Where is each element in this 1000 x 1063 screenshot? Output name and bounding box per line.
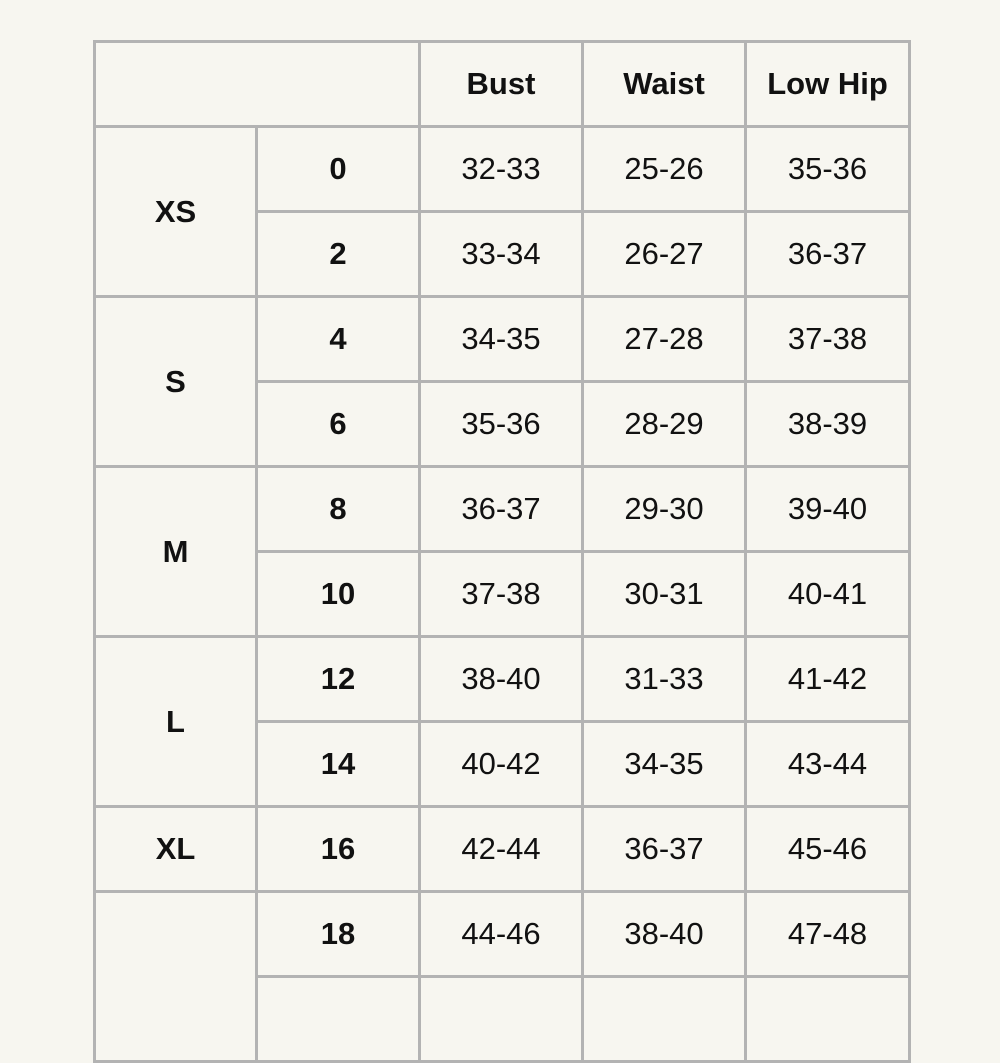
bust-cell: 37-38 <box>420 552 583 637</box>
numeric-size-cell: 8 <box>257 467 420 552</box>
bust-cell: 42-44 <box>420 807 583 892</box>
low-hip-cell: 45-46 <box>746 807 910 892</box>
numeric-size-cell: 4 <box>257 297 420 382</box>
numeric-size-cell: 14 <box>257 722 420 807</box>
table-row <box>95 297 910 382</box>
waist-cell <box>583 977 746 1062</box>
low-hip-cell: 41-42 <box>746 637 910 722</box>
table-row <box>95 127 910 212</box>
low-hip-cell: 47-48 <box>746 892 910 977</box>
low-hip-cell: 36-37 <box>746 212 910 297</box>
numeric-size-cell: 18 <box>257 892 420 977</box>
waist-cell: 31-33 <box>583 637 746 722</box>
bust-cell <box>420 977 583 1062</box>
numeric-size-cell: 2 <box>257 212 420 297</box>
waist-cell: 27-28 <box>583 297 746 382</box>
low-hip-cell: 37-38 <box>746 297 910 382</box>
numeric-size-cell: 10 <box>257 552 420 637</box>
table-row <box>95 467 910 552</box>
numeric-size-cell: 16 <box>257 807 420 892</box>
low-hip-cell: 40-41 <box>746 552 910 637</box>
header-waist: Waist <box>583 42 746 127</box>
size-group-label: L <box>95 637 257 807</box>
header-row <box>95 42 910 127</box>
table-row <box>95 637 910 722</box>
low-hip-cell: 39-40 <box>746 467 910 552</box>
waist-cell: 28-29 <box>583 382 746 467</box>
bust-cell: 33-34 <box>420 212 583 297</box>
size-group-label: S <box>95 297 257 467</box>
bust-cell: 36-37 <box>420 467 583 552</box>
waist-cell: 29-30 <box>583 467 746 552</box>
low-hip-cell: 35-36 <box>746 127 910 212</box>
waist-cell: 36-37 <box>583 807 746 892</box>
waist-cell: 30-31 <box>583 552 746 637</box>
size-group-label: M <box>95 467 257 637</box>
bust-cell: 44-46 <box>420 892 583 977</box>
size-group-label: XS <box>95 127 257 297</box>
bust-cell: 40-42 <box>420 722 583 807</box>
table-row <box>95 892 910 977</box>
size-group-label <box>95 892 257 1062</box>
bust-cell: 32-33 <box>420 127 583 212</box>
table-row <box>95 807 910 892</box>
waist-cell: 25-26 <box>583 127 746 212</box>
header-low-hip: Low Hip <box>746 42 910 127</box>
size-chart-body <box>95 42 910 1062</box>
waist-cell: 34-35 <box>583 722 746 807</box>
header-bust: Bust <box>420 42 583 127</box>
numeric-size-cell: 0 <box>257 127 420 212</box>
numeric-size-cell <box>257 977 420 1062</box>
bust-cell: 35-36 <box>420 382 583 467</box>
bust-cell: 34-35 <box>420 297 583 382</box>
low-hip-cell: 43-44 <box>746 722 910 807</box>
numeric-size-cell: 12 <box>257 637 420 722</box>
numeric-size-cell: 6 <box>257 382 420 467</box>
size-group-label: XL <box>95 807 257 892</box>
low-hip-cell: 38-39 <box>746 382 910 467</box>
size-chart-table <box>93 40 911 1063</box>
waist-cell: 38-40 <box>583 892 746 977</box>
low-hip-cell <box>746 977 910 1062</box>
waist-cell: 26-27 <box>583 212 746 297</box>
header-empty-cell <box>95 42 420 127</box>
bust-cell: 38-40 <box>420 637 583 722</box>
